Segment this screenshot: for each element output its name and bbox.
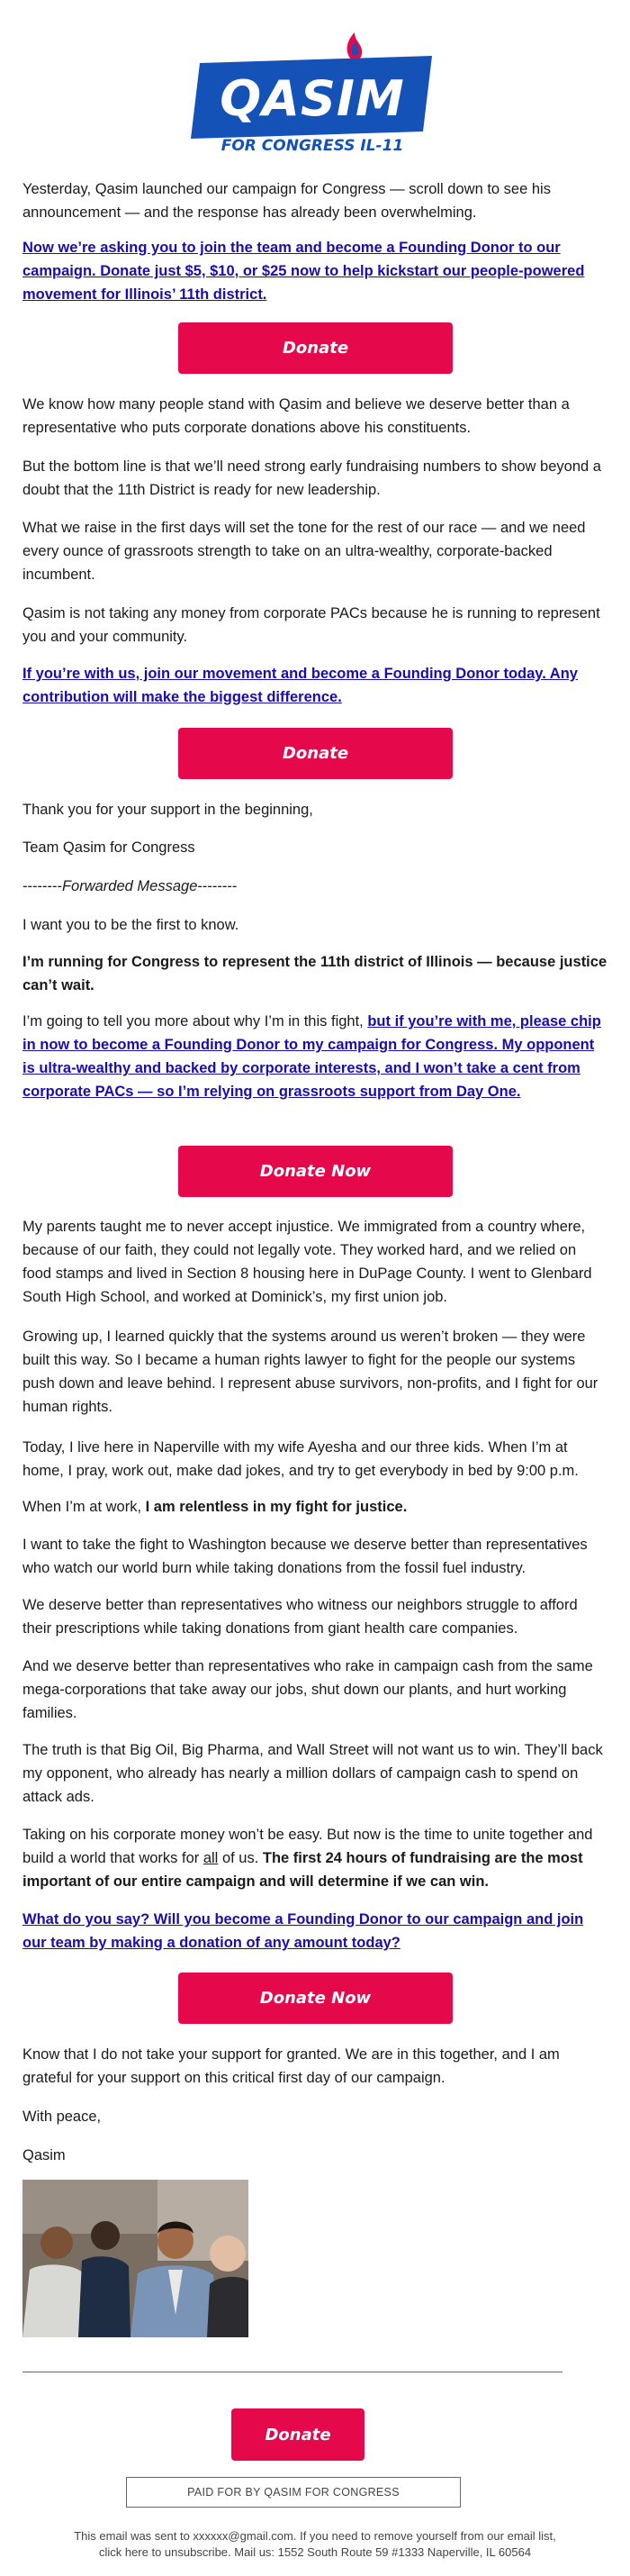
letter-paragraph-1: I want you to be the first to know. [22, 917, 239, 933]
donate-now-button-1[interactable]: Donate Now [178, 1146, 453, 1197]
closing-line: With peace, [22, 2109, 102, 2125]
donate-button-1[interactable]: Donate [178, 322, 453, 374]
founding-donor-link-1[interactable]: Now we’re asking you to join the team and become a Founding Donor to our campaign. Donate just $5, $10, or $25 now to help kickstart our people-powered movement for Illinois’ 11th district. [22, 240, 585, 303]
campaign-logo [180, 25, 450, 160]
forwarded-message-divider: --------Forwarded Message-------- [22, 878, 238, 894]
letter-paragraph-7: When I’m at work, I am relentless in my fight for justice. [22, 1499, 408, 1515]
letter-announcement: I’m running for Congress to represent the 11th district of Illinois — because justice can’t wait. [22, 954, 608, 993]
letter-paragraph-9: We deserve better than representatives who witness our neighbors struggle to afford their prescriptions while taking donations from giant health care companies. [22, 1597, 578, 1637]
donate-button-2[interactable]: Donate [178, 728, 453, 779]
letter-paragraph-5: Growing up, I learned quickly that the systems around us weren’t broken — they were built this way. So I became a human rights lawyer to fight for the people our systems push down and leave behind. I represent abuse survivors, non-profits, and I fight for our human rights. [22, 1329, 598, 1415]
intro-paragraph-4: What we raise in the first days will set the tone for the rest of our race — and we need every ounce of grassroots strength to take on an ultra-wealthy, corporate-backed incumbent. [22, 520, 586, 583]
letter-paragraph-4: My parents taught me to never accept injustice. We immigrated from a country where, because of our faith, they could not legally vote. They worked hard, and we relied on food stamps and lived in Section 8 housing here in DuPage County. I went to Glenbard South High School, and worked at Dominick’s, my first union job. [22, 1219, 592, 1305]
founding-donor-link-2[interactable]: If you’re with us, join our movement and become a Founding Donor today. Any contribution will make the biggest difference. [22, 666, 578, 705]
logo-subtitle: FOR CONGRESS IL-11 [220, 137, 404, 155]
founding-donor-link-4[interactable]: What do you say? Will you become a Founding Donor to our campaign and join our team by making a donation of any amount today? [22, 1911, 584, 1951]
letter-paragraph-10: And we deserve better than representatives who rake in campaign cash from the same mega-corporations that take away our jobs, shut down our plants, and hurt working families. [22, 1658, 593, 1721]
thanks-line: Thank you for your support in the beginning, [22, 802, 313, 818]
candidate-photo [22, 2180, 248, 2337]
letter-paragraph-8: I want to take the fight to Washington because we deserve better than representatives who watch our world burn while taking donations from the fossil fuel industry. [22, 1537, 588, 1576]
letter-paragraph-13: Know that I do not take your support for granted. We are in this together, and I am grateful for your support on this critical first day of our campaign. [22, 2046, 560, 2086]
letter-paragraph-12: Taking on his corporate money won’t be easy. But now is the time to unite together and build a world that works for all of us. The first 24 hours of fundraising are the most important of our entire campaign and will determine if we can win. [22, 1827, 593, 1890]
logo-name: QASIM [220, 70, 405, 127]
paid-for-disclaimer: PAID FOR BY QASIM FOR CONGRESS [126, 2477, 461, 2508]
founding-donor-link-3[interactable]: but if you’re with me, please chip in now to become a Founding Donor to my campaign for Congress. My opponent is ultra-wealthy and backed by corporate interests, and I won’t take a cent from corporate PACs — so I’m relying on grassroots support from Day One. [22, 1013, 601, 1100]
unsubscribe-link[interactable]: click here to unsubscribe. Mail us: 1552 South Route 59 #1333 Naperville, IL 60564 [98, 2545, 532, 2559]
letter-paragraph-6: Today, I live here in Naperville with my wife Ayesha and our three kids. When I’m at home, I pray, work out, make dad jokes, and try to get everybody in bed by 9:00 p.m. [22, 1439, 579, 1479]
footer-text: This email was sent to xxxxxx@gmail.com. If you need to remove yourself from our email list, click here to unsubscribe. Mail us: 1552 South Route 59 #1333 Naperville, IL 60564 [74, 2529, 556, 2559]
team-signoff: Team Qasim for Congress [22, 839, 195, 856]
intro-paragraph-3: But the bottom line is that we’ll need strong early fundraising numbers to show beyond a doubt that the 11th District is ready for new leadership. [22, 458, 601, 498]
signature: Qasim [22, 2147, 66, 2163]
donate-now-button-2[interactable]: Donate Now [178, 1973, 453, 2024]
flame-icon [347, 32, 363, 60]
letter-paragraph-11: The truth is that Big Oil, Big Pharma, and Wall Street will not want us to win. They’ll back my opponent, who already has nearly a million dollars of campaign cash to spend on attack ads. [22, 1742, 603, 1805]
intro-paragraph-5: Qasim is not taking any money from corporate PACs because he is running to represent you and your community. [22, 605, 600, 645]
intro-paragraph-1: Yesterday, Qasim launched our campaign for Congress — scroll down to see his announcement — and the response has already been overwhelming. [22, 181, 551, 221]
letter-paragraph-3: I’m going to tell you more about why I’m in this fight, but if you’re with me, please chip in now to become a Founding Donor to my campaign for Congress. My opponent is ultra-wealthy and backed by corporate interests, and I won’t take a cent from corporate PACs — so I’m relying on grassroots support from Day One. [22, 1013, 601, 1100]
footer-donate-button[interactable]: Donate [231, 2408, 364, 2461]
intro-paragraph-2: We know how many people stand with Qasim and believe we deserve better than a representative who puts corporate donations above his constituents. [22, 396, 570, 436]
